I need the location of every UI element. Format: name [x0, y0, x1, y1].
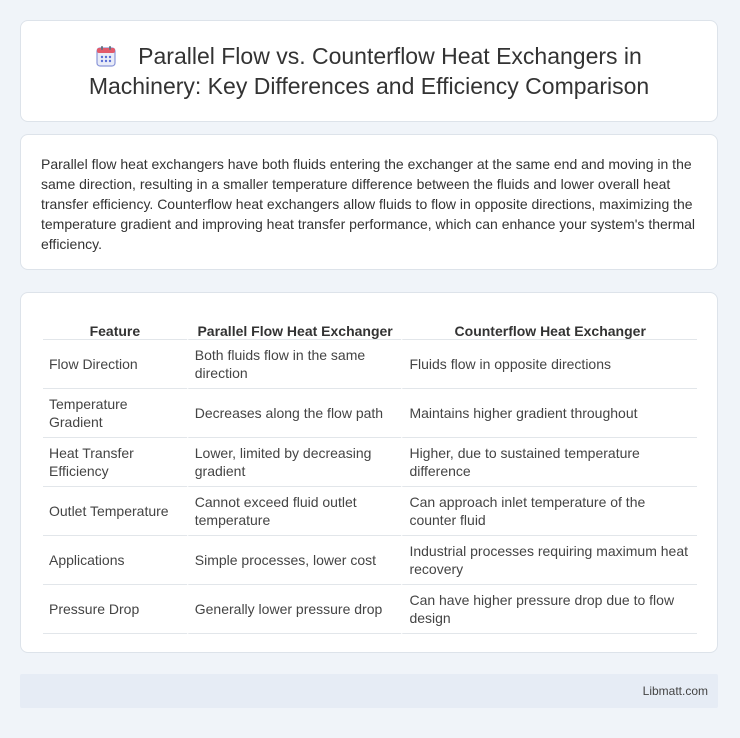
counterflow-cell: Higher, due to sustained temperature difference — [401, 438, 697, 487]
parallel-cell: Generally lower pressure drop — [187, 585, 402, 634]
feature-cell: Pressure Drop — [43, 585, 187, 634]
intro-card — [20, 134, 718, 270]
table-row — [43, 487, 697, 536]
comparison-card — [20, 292, 718, 653]
parallel-cell: Both fluids flow in the same direction — [187, 340, 402, 389]
counterflow-cell: Maintains higher gradient throughout — [401, 389, 697, 438]
calendar-icon — [96, 44, 116, 66]
title-label: Parallel Flow vs. Counterflow Heat Exchangers in Machinery: Key Differences and Efficiency Comparison — [88, 43, 650, 99]
table-row — [43, 585, 697, 634]
feature-cell: Temperature Gradient — [43, 389, 187, 438]
footer-bar — [20, 674, 718, 708]
table-header-row — [43, 313, 697, 340]
table-row — [43, 536, 697, 585]
counterflow-cell: Can have higher pressure drop due to flow design — [401, 585, 697, 634]
counterflow-cell: Industrial processes requiring maximum heat recovery — [401, 536, 697, 585]
page-title — [21, 41, 717, 101]
parallel-cell: Simple processes, lower cost — [187, 536, 402, 585]
table-row — [43, 389, 697, 438]
parallel-cell: Lower, limited by decreasing gradient — [187, 438, 402, 487]
feature-cell: Outlet Temperature — [43, 487, 187, 536]
parallel-cell: Cannot exceed fluid outlet temperature — [187, 487, 402, 536]
feature-cell: Heat Transfer Efficiency — [43, 438, 187, 487]
table-row — [43, 438, 697, 487]
feature-cell: Flow Direction — [43, 340, 187, 389]
counterflow-cell: Can approach inlet temperature of the counter fluid — [401, 487, 697, 536]
parallel-cell: Decreases along the flow path — [187, 389, 402, 438]
title-card — [20, 20, 718, 122]
intro-paragraph: Parallel flow heat exchangers have both fluids entering the exchanger at the same end and moving in the same direction, resulting in a smaller temperature difference between the fluids and lower overall heat transfer efficiency. Counterflow heat exchangers allow fluids to flow in opposite directions, maximizing the temperature gradient and improving heat transfer performance, which can enhance your system's thermal efficiency. — [41, 156, 696, 252]
feature-cell: Applications — [43, 536, 187, 585]
counterflow-cell: Fluids flow in opposite directions — [401, 340, 697, 389]
comparison-table — [43, 313, 697, 634]
header-counterflow: Counterflow Heat Exchanger — [401, 313, 697, 340]
footer-site-link[interactable]: Libmatt.com — [642, 684, 708, 698]
header-parallel-flow: Parallel Flow Heat Exchanger — [187, 313, 402, 340]
table-row — [43, 340, 697, 389]
header-feature: Feature — [43, 313, 187, 340]
